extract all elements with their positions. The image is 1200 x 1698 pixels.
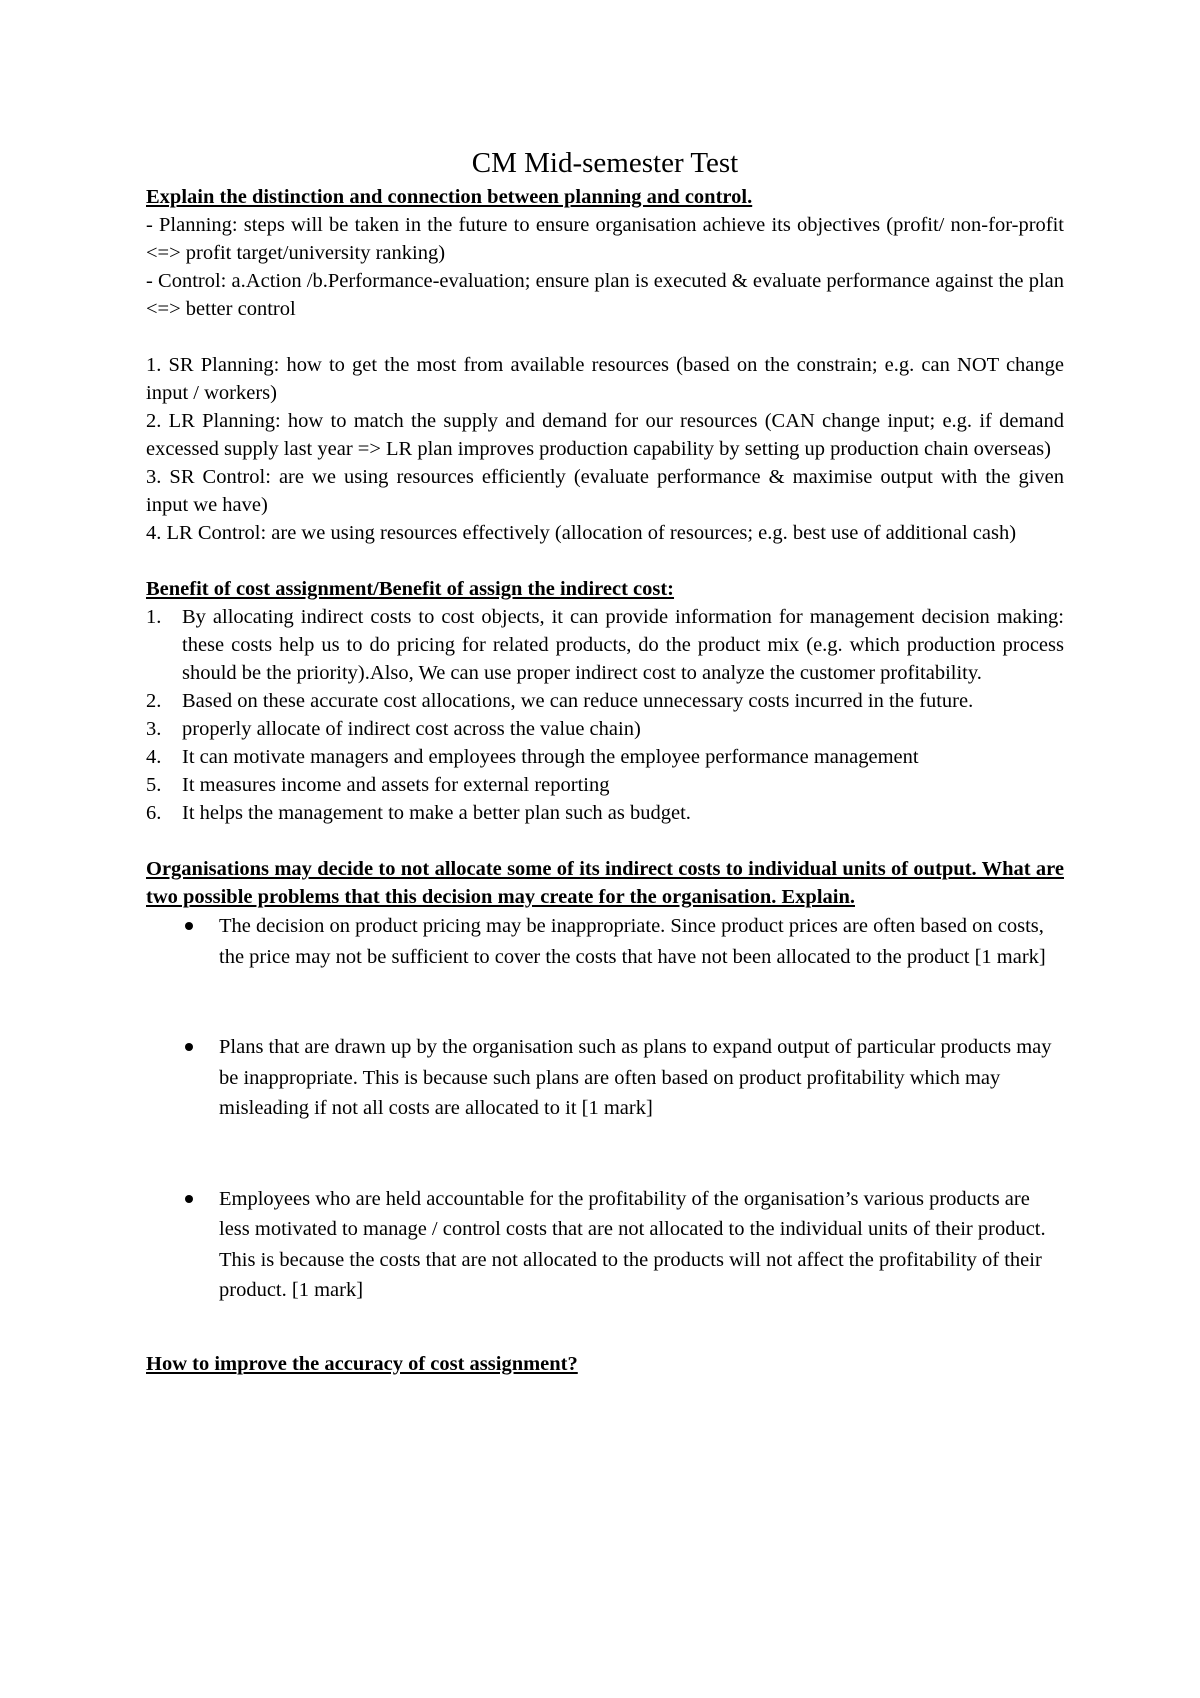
list-number: 6. <box>146 802 162 824</box>
list-item-text: By allocating indirect costs to cost objects, it can provide information for management decision making: these costs help us to do pricing for related products, do the product mix (e.g. which production process should be the priority).Also, We can use proper indirect cost to analyze the customer profitability. <box>182 606 1064 684</box>
bullet-icon <box>185 922 193 930</box>
list-item-text: Based on these accurate cost allocations, we can reduce unnecessary costs incurred in the future. <box>182 690 974 712</box>
list-item <box>146 687 1064 715</box>
list-number: 3. <box>146 718 162 740</box>
bullet-icon <box>185 1043 193 1051</box>
point-lr-control: 4. LR Control: are we using resources effectively (allocation of resources; e.g. best use of additional cash) <box>146 522 1017 544</box>
page-title: CM Mid-semester Test <box>471 147 739 179</box>
point-lr-planning: 2. LR Planning: how to match the supply and demand for our resources (CAN change input; e.g. if demand excessed supply last year => LR plan improves production capability by setting up production chain overseas) <box>146 410 1064 460</box>
list-item <box>146 1032 1064 1124</box>
section-heading-improve-accuracy: How to improve the accuracy of cost assignment? <box>146 1352 578 1375</box>
list-item-text: It helps the management to make a better plan such as budget. <box>182 802 691 824</box>
spacer <box>146 827 1064 855</box>
spacer <box>146 1306 1064 1350</box>
list-item-text: properly allocate of indirect cost across the value chain) <box>182 718 641 740</box>
spacer <box>146 547 1064 575</box>
benefit-list <box>146 603 1064 827</box>
section-heading-cost-assignment-benefit: Benefit of cost assignment/Benefit of assign the indirect cost: <box>146 578 675 600</box>
list-item <box>146 1184 1064 1306</box>
list-item <box>146 799 1064 827</box>
list-number: 2. <box>146 690 162 712</box>
list-item <box>146 715 1064 743</box>
list-item <box>146 771 1064 799</box>
spacer <box>146 323 1064 351</box>
point-sr-planning: 1. SR Planning: how to get the most from available resources (based on the constrain; e.g. can NOT change input / workers) <box>146 354 1064 404</box>
list-item <box>146 743 1064 771</box>
problem-bullet-list <box>146 911 1064 1306</box>
document-page <box>146 145 1064 1378</box>
list-item-text: The decision on product pricing may be inappropriate. Since product prices are often based on costs, the price may not be sufficient to cover the costs that have not been allocated to the product [1 mark] <box>219 915 1046 968</box>
list-number: 5. <box>146 774 162 796</box>
bullet-icon <box>185 1195 193 1203</box>
list-item-text: Plans that are drawn up by the organisation such as plans to expand output of particular products may be inappropriate. This is because such plans are often based on product profitability which may misleading if not all costs are allocated to it [1 mark] <box>219 1036 1052 1119</box>
list-number: 1. <box>146 606 162 628</box>
list-item <box>146 603 1064 687</box>
control-definition: - Control: a.Action /b.Performance-evaluation; ensure plan is executed & evaluate performance against the plan <=> better control <box>146 270 1064 320</box>
point-sr-control: 3. SR Control: are we using resources efficiently (evaluate performance & maximise output with the given input we have) <box>146 466 1064 516</box>
list-item-text: It measures income and assets for external reporting <box>182 774 610 796</box>
list-item <box>146 911 1064 972</box>
list-number: 4. <box>146 746 162 768</box>
list-item-text: Employees who are held accountable for the profitability of the organisation’s various products are less motivated to manage / control costs that are not allocated to the individual units of their product. This is because the costs that are not allocated to the products will not affect the profitability of their product. [1 mark] <box>219 1187 1046 1301</box>
list-item-text: It can motivate managers and employees through the employee performance management <box>182 746 919 768</box>
section-heading-problems: Organisations may decide to not allocate some of its indirect costs to individual units of output. What are two possible problems that this decision may create for the organisation. Explain. <box>146 858 1064 908</box>
section-heading-planning-control: Explain the distinction and connection between planning and control. <box>146 186 753 208</box>
planning-definition: - Planning: steps will be taken in the future to ensure organisation achieve its objectives (profit/ non-for-profit <=> profit target/university ranking) <box>146 214 1064 264</box>
